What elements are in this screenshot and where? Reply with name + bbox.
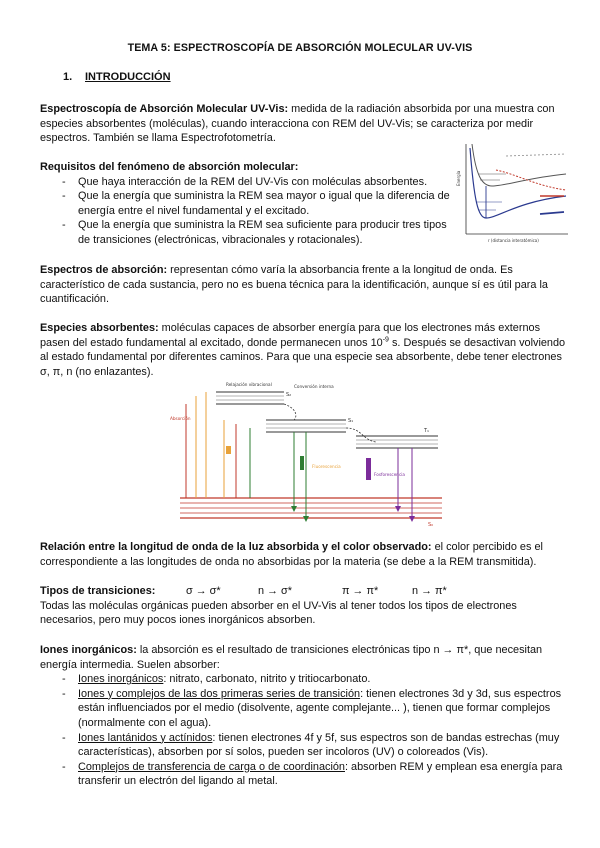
section-heading: [63, 70, 171, 85]
s2-label: S₂: [286, 392, 292, 398]
relacion-term: Relación entre la longitud de onda de la luz absorbida y el color observado:: [40, 541, 432, 553]
intro-term: Espectroscopía de Absorción Molecular UV-Vis:: [40, 103, 289, 115]
transition-item: σ → σ*: [186, 585, 221, 597]
list-item: - Iones inorgánicos: nitrato, carbonato, nitrito y tritiocarbonato.: [40, 672, 568, 687]
t1-levels: [356, 436, 438, 448]
especies-paragraph: [40, 321, 568, 379]
ic-arrow: [284, 404, 296, 420]
fluorescence-arrows: [291, 432, 309, 522]
dashed-level: [506, 154, 566, 156]
iones-section: [40, 643, 568, 789]
espectros-term: Espectros de absorción:: [40, 264, 168, 276]
requisitos-section: [40, 160, 450, 248]
excited-state-curve: [472, 144, 566, 186]
s1-label: S₁: [348, 418, 354, 424]
especies-text-b: s. Después se desactivan volviendo al estado fundamental por diferentes caminos. Para que una especie sea absorbente, debe tener electrones σ, π, n (no enlazantes).: [40, 336, 566, 378]
requisitos-heading: Requisitos del fenómeno de absorción molecular:: [40, 161, 299, 173]
list-item: - Complejos de transferencia de carga o de coordinación: absorben REM y emplean esa energía para transferir un electrón del ligando al metal.: [40, 760, 568, 789]
list-item: - Que la energía que suministra la REM sea suficiente para producir tres tipos de transiciones (electrónicas, vibracionales y rotacionales).: [40, 218, 450, 247]
tipos-paragraph: [40, 584, 568, 628]
s1-levels: [266, 420, 346, 432]
conversion-label: Conversión interna: [294, 384, 334, 389]
transition-item: π → π*: [342, 585, 379, 597]
blue-marker: [540, 212, 564, 214]
jablonski-diagram: [166, 380, 448, 528]
section-title: INTRODUCCIÓN: [85, 71, 171, 83]
espectros-paragraph: [40, 263, 568, 307]
intro-text: medida de la radiación absorbida por una muestra con especies absorbentes (moléculas), cuando interacciona con REM del UV-Vis; se caracteriza por medir espectros. También se llama Espectrofotometría.: [40, 103, 555, 145]
espectros-text: representan cómo varía la absorbancia frente a la longitud de onda. Es característico de cada sustancia, pero no es buena técnica para la identificación, aunque sí es útil para la cuantificación.: [40, 264, 548, 306]
fluorescencia-label: Fluorescencia: [312, 464, 341, 469]
tipos-term: Tipos de transiciones:: [40, 585, 156, 597]
fosforescencia-label: Fosforescencia: [374, 472, 405, 477]
transition-item: n → σ*: [258, 585, 292, 597]
relacion-paragraph: [40, 540, 568, 569]
tipos-text: Todas las moléculas orgánicas pueden absorber en el UV-Vis al tener todos los tipos de electrones necesarios, pero muy pocos iones inorgánicos absorben.: [40, 599, 517, 627]
x-axis-label: r (distancia interatómica): [488, 238, 539, 243]
phosphorescence-arrows: [366, 448, 415, 522]
requisitos-list: [40, 175, 450, 248]
transition-item: n → π*: [412, 585, 447, 597]
especies-text-a: moléculas capaces de absorber energía para que los electrones más externos pasen del estado fundamental al excitado, donde permanecen unos 10: [40, 322, 541, 349]
s2-levels: [216, 392, 284, 404]
potential-energy-diagram: [456, 140, 572, 244]
page-title: TEMA 5: ESPECTROSCOPÍA DE ABSORCIÓN MOLECULAR UV-VIS: [127, 42, 473, 54]
transitions-row: [40, 584, 568, 599]
iones-term: Iones inorgánicos:: [40, 644, 137, 656]
relajacion-label: Relajación vibracional: [226, 382, 272, 387]
absorption-arrows: [186, 392, 250, 498]
list-item: - Iones y complejos de las dos primeras series de transición: tienen electrones 3d y 3d, sus espectros están influenciados por el medio (disolvente, agente complejante... ), tienen que formar complejos (normalmente con el agua).: [40, 687, 568, 731]
s0-label: S₀: [428, 522, 434, 528]
list-item: - Iones lantánidos y actínidos: tienen electrones 4f y 5f, sus espectros son de bandas estrechas (muy características), absorben por sí solos, pueden ser incoloros (UV) o coloreados (Vis).: [40, 731, 568, 760]
repulsive-curve: [496, 170, 566, 190]
list-item: - Que haya interacción de la REM del UV-Vis con moléculas absorbentes.: [40, 175, 450, 190]
t1-label: T₁: [424, 428, 430, 434]
especies-term: Especies absorbentes:: [40, 322, 159, 334]
absorcion-label: Absorción: [170, 416, 191, 421]
s0-levels: [180, 498, 442, 518]
y-axis-label: Energía: [456, 170, 461, 186]
iones-list: [40, 672, 568, 789]
section-number: 1.: [63, 71, 73, 83]
iones-text: la absorción es el resultado de transiciones electrónicas tipo n → π*, que necesitan energía intermedia. Suelen absorber:: [40, 644, 543, 671]
especies-exponent: -9: [382, 335, 389, 343]
relacion-text: el color percibido es el correspondiente a las longitudes de onda no absorbidas por la materia (se debe a la REM transmitida).: [40, 541, 543, 568]
list-item: - Que la energía que suministra la REM sea mayor o igual que la diferencia de energía entre el nivel fundamental y el excitado.: [40, 189, 450, 218]
